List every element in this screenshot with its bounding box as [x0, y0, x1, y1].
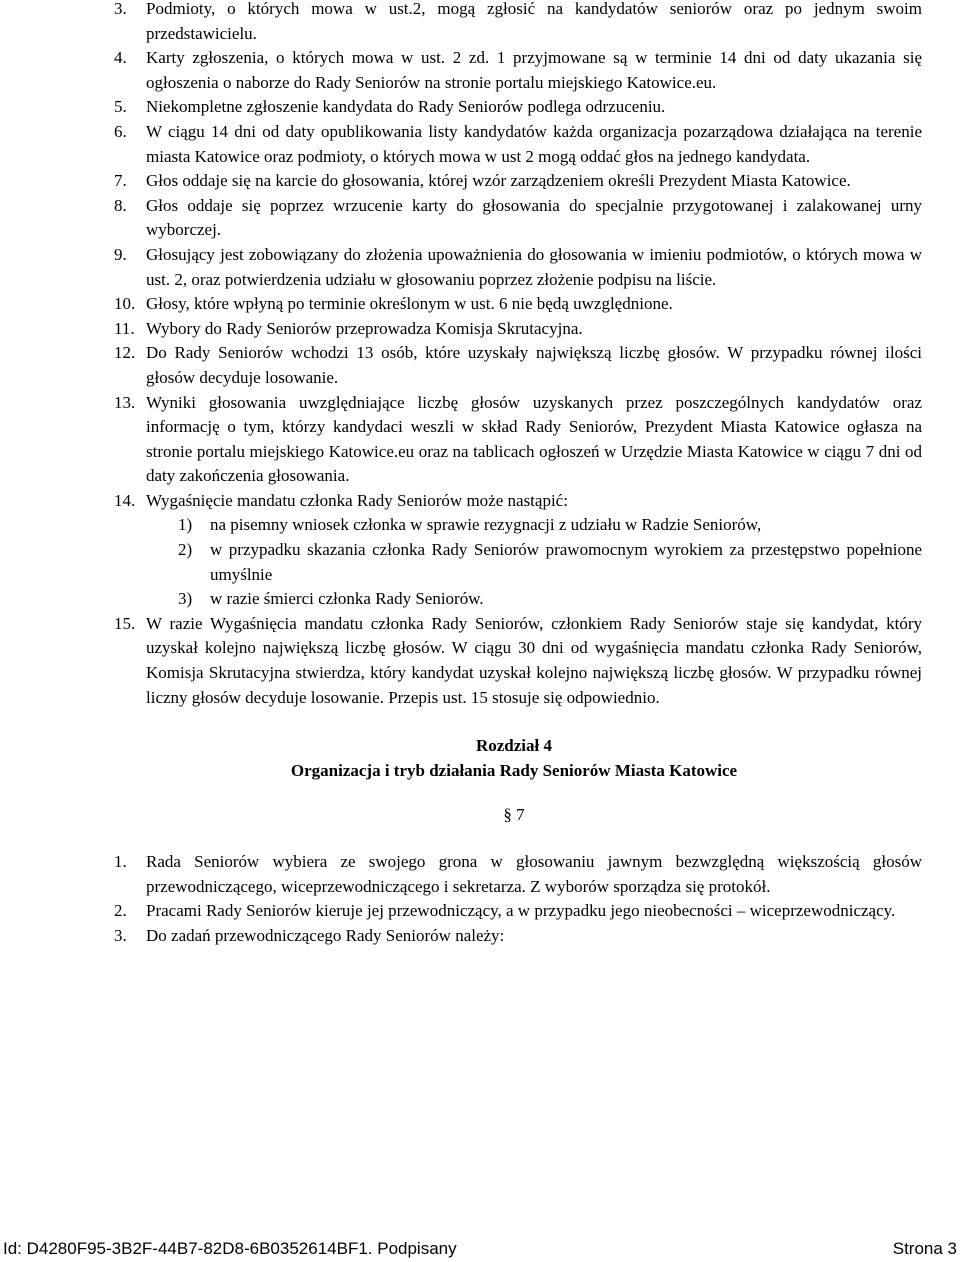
chapter-title: Organizacja i tryb działania Rady Seniorów Miasta Katowice — [290, 760, 738, 780]
list-item — [0, 46, 960, 95]
chapter-number: Rozdział 4 — [475, 736, 553, 756]
item-text: Głosujący jest zobowiązany do złożenia upoważnienia do głosowania w imieniu podmiotów, o których mowa w ust. 2, oraz potwierdzenia udziału w głosowaniu poprzez złożenie podpisu na liście. — [146, 244, 922, 289]
sub-item-text: w przypadku skazania członka Rady Seniorów prawomocnym wyrokiem za przestępstwo popełnione umyślnie — [210, 540, 922, 584]
list-item — [0, 169, 960, 194]
list-item — [0, 850, 960, 899]
item-number: 1. — [114, 852, 127, 871]
list-item — [0, 391, 960, 489]
item-text: Głos oddaje się poprzez wrzucenie karty do głosowania do specjalnie przygotowanej i zalakowanej urny wyborczej. — [146, 195, 922, 240]
sub-item-number: 1) — [178, 515, 193, 535]
item-text: Karty zgłoszenia, o których mowa w ust. 2 zd. 1 przyjmowane są w terminie 14 dni od daty ukazania się ogłoszenia o naborze do Rady Seniorów na stronie portalu miejskiego Katowice.eu. — [146, 48, 922, 92]
item-text: Wybory do Rady Seniorów przeprowadza Komisja Skrutacyjna. — [146, 318, 583, 338]
paragraph-list-top — [0, 0, 960, 513]
list-item — [0, 489, 960, 514]
paragraph-list-bottom — [0, 850, 960, 948]
sub-item-text: na pisemny wniosek członka w sprawie rezygnacji z udziału w Radzie Seniorów, — [210, 515, 762, 535]
item-text: W ciągu 14 dni od daty opublikowania listy kandydatów każda organizacja pozarządowa działająca na terenie miasta Katowice oraz podmioty, o których mowa w ust 2 mogą oddać głos na jednego kandydata. — [146, 121, 922, 166]
item-number: 8. — [114, 195, 127, 215]
item-number: 4. — [114, 48, 127, 68]
item-number: 14. — [114, 490, 136, 510]
item-number: 5. — [114, 97, 127, 117]
item-number: 7. — [114, 171, 127, 191]
item-text: Głos oddaje się na karcie do głosowania, której wzór zarządzeniem określi Prezydent Miasta Katowice. — [146, 171, 851, 191]
list-item — [0, 924, 960, 949]
item-text: Niekompletne zgłoszenie kandydata do Rady Seniorów podlega odrzuceniu. — [146, 97, 666, 117]
document-id: Id: D4280F95-3B2F-44B7-82D8-6B0352614BF1. Podpisany — [3, 1239, 457, 1258]
item-text: Wyniki głosowania uwzględniające liczbę głosów uzyskanych przez poszczególnych kandydatów oraz informację o tym, którzy kandydaci weszli w skład Rady Seniorów, Prezydent Miasta Katowice ogłasza na stronie portalu miejskiego Katowice.eu oraz na tablicach ogłoszeń w Urzędzie Miasta Katowice w ciągu 7 dni od daty zakończenia głosowania. — [146, 392, 922, 486]
item-number: 12. — [114, 343, 136, 363]
item-text: Do Rady Seniorów wchodzi 13 osób, które uzyskały największą liczbę głosów. W przypadku równej ilości głosów decyduje losowanie. — [146, 343, 922, 387]
item-number: 11. — [114, 318, 135, 338]
chapter-heading — [0, 734, 960, 783]
list-item — [0, 899, 960, 924]
item-number: 3. — [114, 0, 127, 18]
item-text: Głosy, które wpłyną po terminie określonym w ust. 6 nie będą uwzględnione. — [146, 294, 673, 314]
item-text: Wygaśnięcie mandatu członka Rady Seniorów może nastąpić: — [146, 490, 568, 510]
item-text: Podmioty, o których mowa w ust.2, mogą zgłosić na kandydatów seniorów oraz po jednym swoim przedstawicielu. — [146, 0, 922, 43]
list-item — [0, 194, 960, 243]
list-item — [0, 0, 960, 46]
sub-list — [0, 513, 960, 611]
item-number: 15. — [114, 613, 136, 633]
sub-item-text: w razie śmierci członka Rady Seniorów. — [210, 589, 484, 609]
list-item — [0, 120, 960, 169]
page-number: Strona 3 — [892, 1239, 957, 1258]
list-item — [0, 317, 960, 342]
list-item — [0, 292, 960, 317]
list-item — [0, 341, 960, 390]
list-item — [0, 612, 960, 710]
sub-item-number: 3) — [178, 589, 193, 609]
item-number: 10. — [114, 294, 136, 314]
sub-item-number: 2) — [178, 540, 193, 560]
item-number: 3. — [114, 925, 127, 945]
item-text: Do zadań przewodniczącego Rady Seniorów należy: — [146, 925, 505, 945]
item-number: 13. — [114, 392, 136, 412]
item-text: W razie Wygaśnięcia mandatu członka Rady Seniorów, członkiem Rady Seniorów staje się kandydat, który uzyskał kolejno największą liczbę głosów. W ciągu 30 dni od wygaśnięcia mandatu członka Rady Seniorów, Komisja Skrutacyjna stwierdza, który kandydat uzyskał kolejno największą liczbę głosów. W przypadku równej liczny głosów decyduje losowanie. Przepis ust. 15 stosuje się odpowiednio. — [146, 613, 922, 707]
item-text: Pracami Rady Seniorów kieruje jej przewodniczący, a w przypadku jego nieobecności – wiceprzewodniczący. — [146, 901, 896, 921]
item-number: 2. — [114, 901, 127, 921]
item-number: 9. — [114, 244, 127, 264]
sub-list-item — [0, 513, 960, 538]
sub-list-item — [0, 587, 960, 612]
sub-list-item — [0, 538, 960, 587]
item-number: 6. — [114, 121, 127, 141]
item-text: Rada Seniorów wybiera ze swojego grona w głosowaniu jawnym bezwzględną większością głosów przewodniczącego, wiceprzewodniczącego i sekretarza. Z wyborów sporządza się protokół. — [146, 852, 922, 896]
section-sign: § 7 — [503, 805, 525, 825]
list-item — [0, 243, 960, 292]
list-item — [0, 95, 960, 120]
